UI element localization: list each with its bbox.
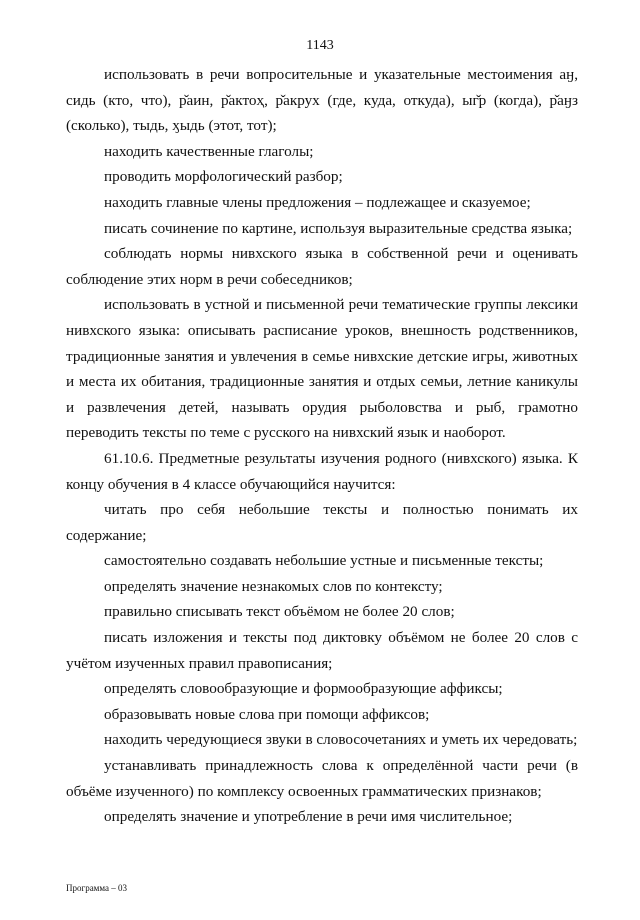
paragraph-part-of-speech: устанавливать принадлежность слова к определённой части речи (в объёме изученного) по комплексу освоенных грамматических признаков; <box>66 757 578 800</box>
paragraph-create-texts: самостоятельно создавать небольшие устные и письменные тексты; <box>104 552 544 570</box>
paragraph-word-meaning: определять значение незнакомых слов по контексту; <box>104 577 443 595</box>
paragraph-dictation: писать изложения и тексты под диктовку объёмом не более 20 слов с учётом изученных правил правописания; <box>66 629 578 672</box>
paragraph-morphological-analysis: проводить морфологический разбор; <box>104 168 343 186</box>
paragraph-copy-text: правильно списывать текст объёмом не более 20 слов; <box>104 603 455 621</box>
paragraph-question-pronouns: использовать в речи вопросительные и указательные местоимения аӈ, сидь (кто, что), р̌аин, р̌актоҳ, р̌акрух (где, куда, откуда), ыг̌р (когда), р̌аӈз (сколько), тыдь, ӽыдь (этот, тот); <box>66 66 578 135</box>
paragraph-language-norms: соблюдать нормы нивхского языка в собственной речи и оценивать соблюдение этих норм в речи собеседников; <box>66 245 578 288</box>
page-number: 1143 <box>306 38 334 53</box>
paragraph-picture-essay: писать сочинение по картине, используя выразительные средства языка; <box>104 219 573 237</box>
body-text <box>66 62 578 830</box>
paragraph-affixes: определять словообразующие и формообразующие аффиксы; <box>104 680 503 698</box>
paragraph-section-heading: 61.10.6. Предметные результаты изучения родного (нивхского) языка. К концу обучения в 4 классе обучающийся научится: <box>66 449 578 493</box>
paragraph-thematic-vocabulary: использовать в устной и письменной речи тематические группы лексики нивхского языка: описывать расписание уроков, внешность родственников, традиционные занятия и увлечения в семье нивхские детские игры, животных и места их обитания, традиционные занятия и отдых семьи, летние каникулы и развлечения детей, называть орудия рыболовства и рыб, грамотно переводить тексты по теме с русского на нивхский язык и наоборот. <box>66 296 578 442</box>
page-footer: Программа – 03 <box>66 883 128 893</box>
paragraph-alternating-sounds: находить чередующиеся звуки в словосочетаниях и уметь их чередовать; <box>104 731 578 749</box>
paragraph-silent-reading: читать про себя небольшие тексты и полностью понимать их содержание; <box>66 501 578 544</box>
paragraph-numerals: определять значение и употребление в речи имя числительное; <box>104 808 513 826</box>
paragraph-main-sentence-parts: находить главные члены предложения – подлежащее и сказуемое; <box>104 193 531 211</box>
paragraph-qualitative-verbs: находить качественные глаголы; <box>104 142 314 160</box>
paragraph-new-words: образовывать новые слова при помощи аффиксов; <box>104 705 430 723</box>
